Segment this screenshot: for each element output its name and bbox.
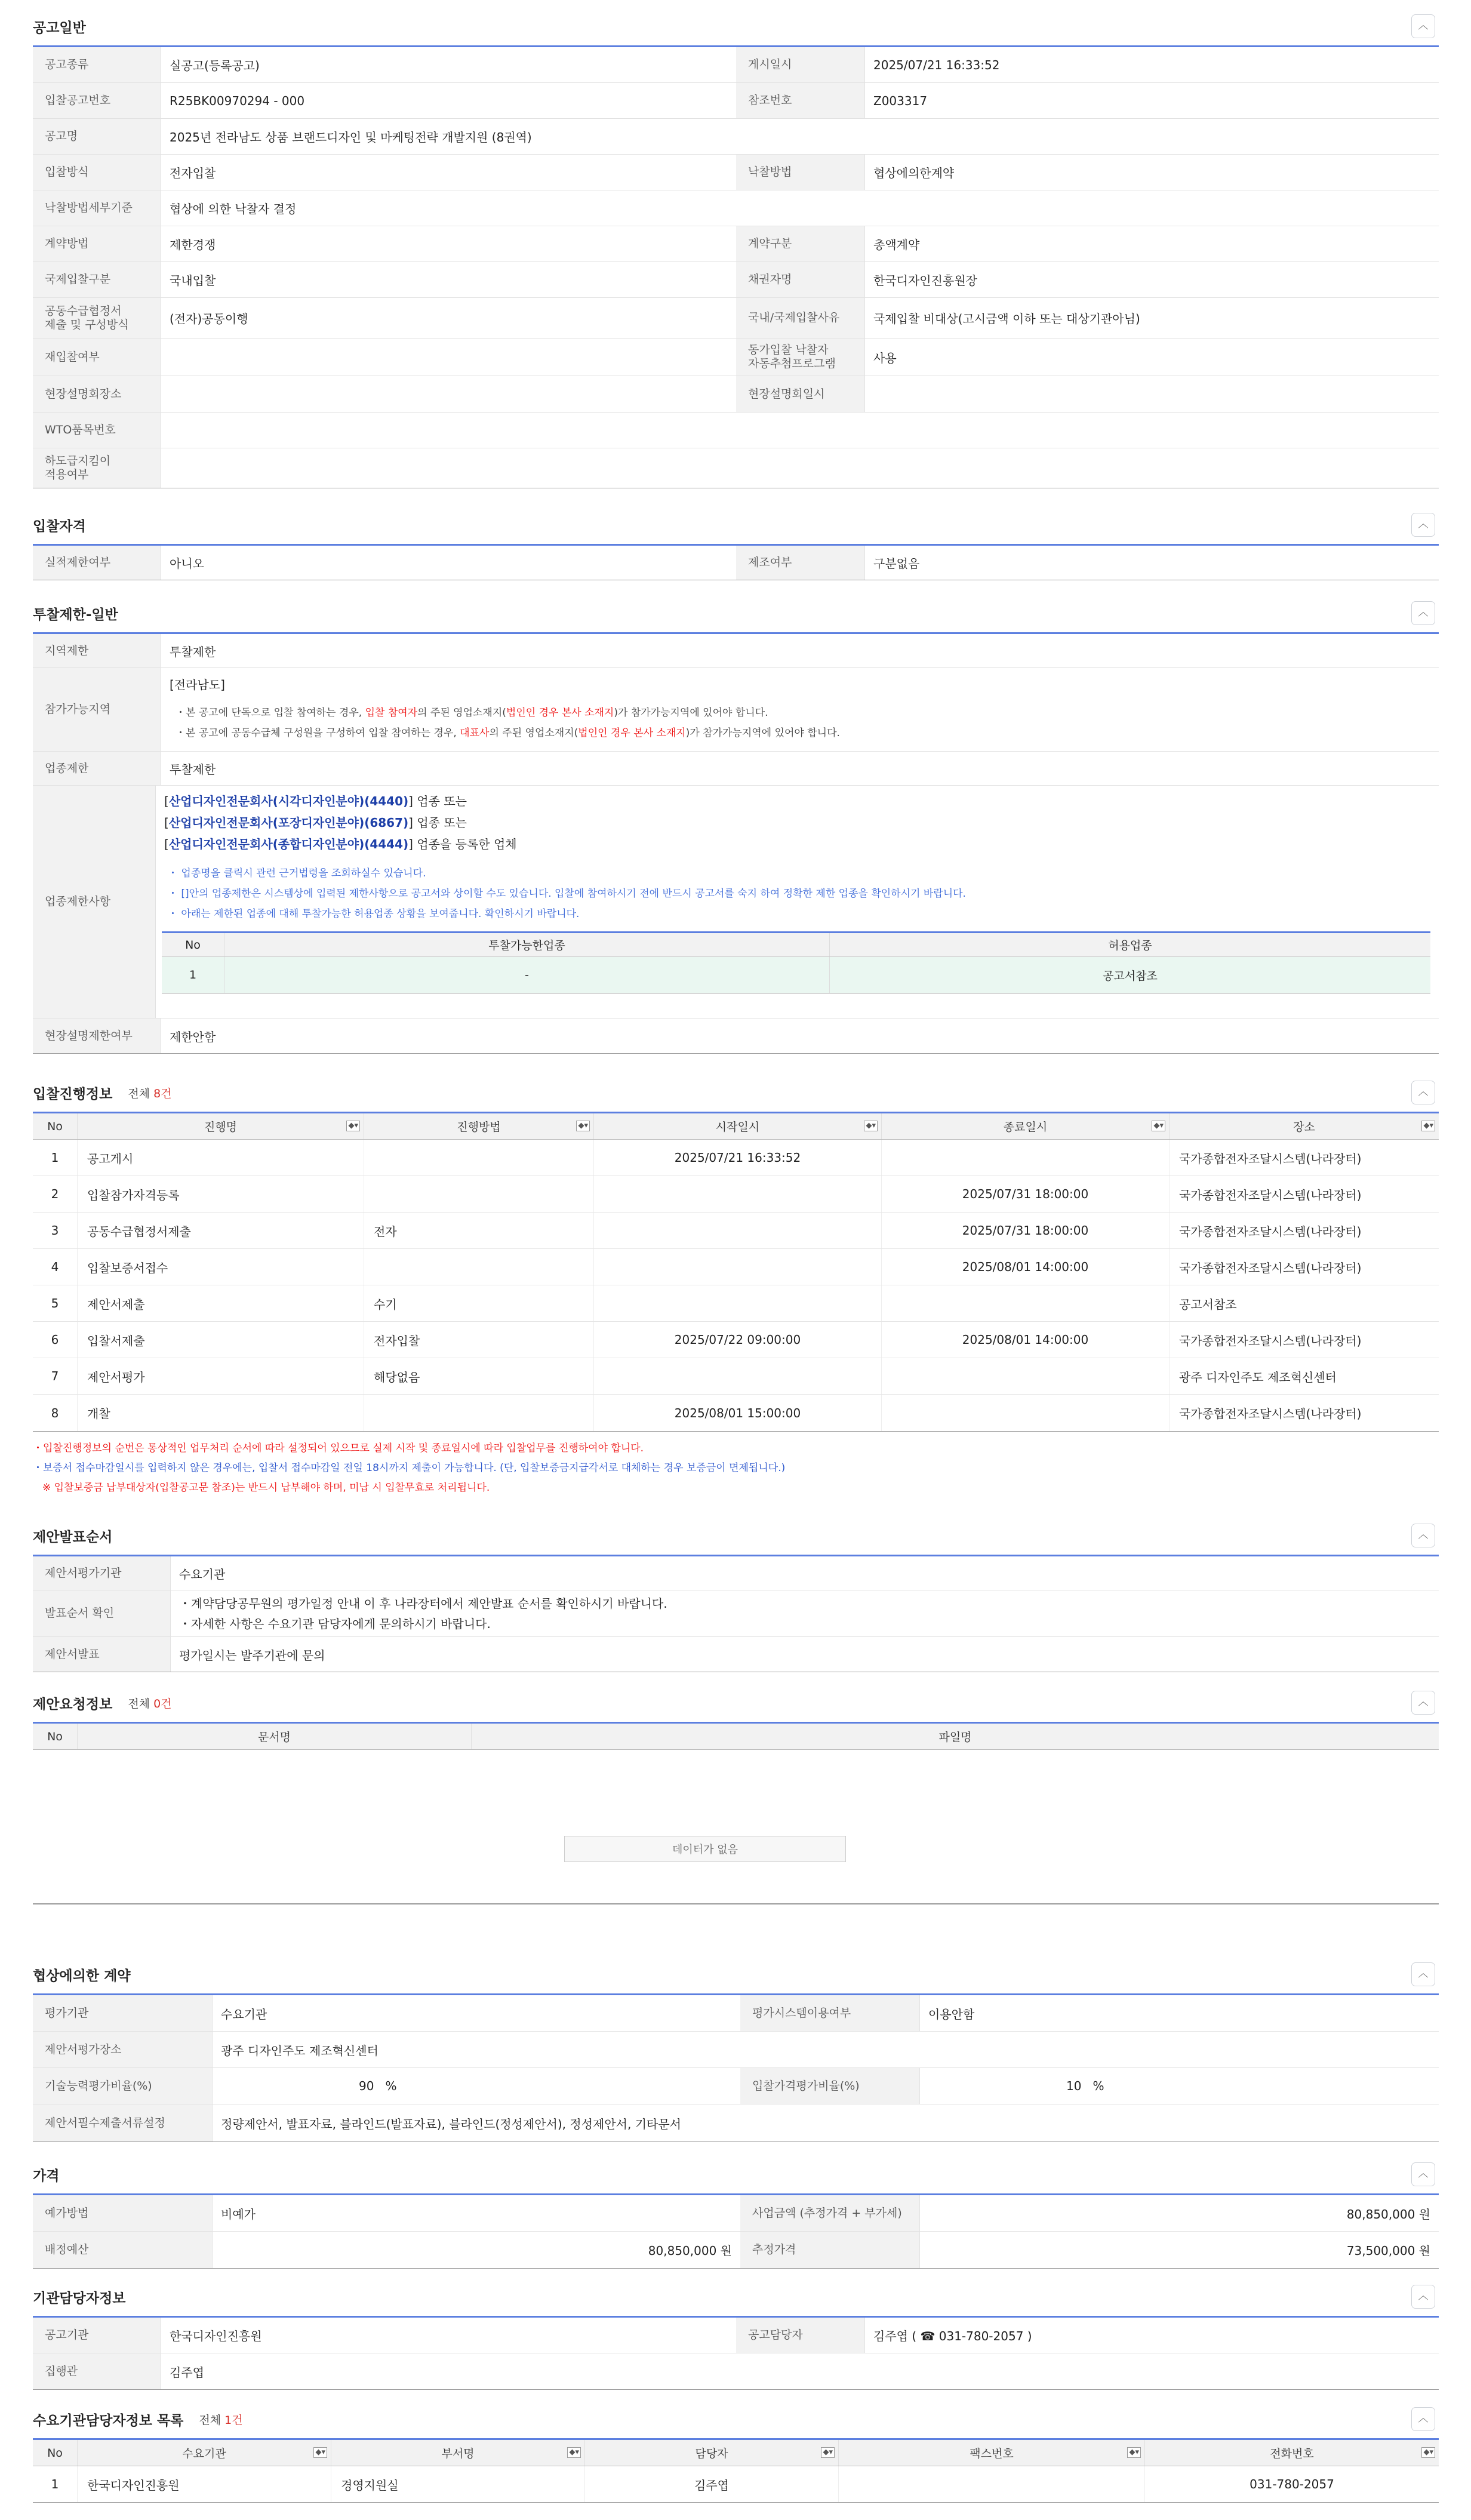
count-label: 전체 [128, 1697, 150, 1710]
collapse-toggle-icon[interactable]: ︿ [1411, 1081, 1435, 1104]
section-title: 기관담당자정보 [33, 2290, 126, 2306]
note-text: ・자세한 사항은 수요기관 담당자에게 문의하시기 바랍니다. [179, 1616, 491, 1631]
note-emphasis: 대표사 [460, 727, 490, 739]
region-note [170, 703, 768, 723]
sort-icon[interactable]: ◆▾ [1421, 2447, 1435, 2458]
table-cell: 입찰서제출 [77, 1322, 364, 1358]
note-emphasis: 법인인 경우 본사 소재지 [578, 727, 686, 739]
sort-icon[interactable]: ◆▾ [346, 1121, 360, 1131]
table-cell [881, 1395, 1169, 1431]
table-cell: 8 [51, 1405, 59, 1420]
note-text: ・본 공고에 공동수급체 구성원을 구성하여 입찰 참여하는 경우, [176, 727, 460, 739]
table-cell: 국가종합전자조달시스템(나라장터) [1169, 1395, 1439, 1431]
sort-icon[interactable]: ◆▾ [821, 2447, 835, 2458]
table-cell: 개찰 [77, 1395, 364, 1431]
industry-link[interactable]: 산업디자인전문회사(포장디자인분야)(6867) [168, 816, 409, 830]
count-label: 전체 [199, 2413, 221, 2427]
column-header[interactable]: 전화번호 ◆▾ [1144, 2440, 1439, 2466]
note-emphasis: 입찰 참여자 [365, 707, 418, 719]
progress-notes [33, 1439, 785, 1498]
collapse-toggle-icon[interactable]: ︿ [1411, 2162, 1435, 2186]
region-note [170, 723, 840, 743]
table-cell [593, 1213, 881, 1248]
demand-agency-table [33, 2438, 1439, 2503]
column-header: No [185, 938, 201, 952]
rebid-value [161, 339, 736, 376]
collapse-toggle-icon[interactable]: ︿ [1411, 601, 1435, 625]
collapse-toggle-icon[interactable]: ︿ [1411, 1691, 1435, 1715]
section-title: 제안발표순서 [33, 1529, 113, 1545]
contract-type-value: 총액계약 [864, 226, 1439, 261]
section-general [33, 7, 1439, 488]
table-cell: 7 [51, 1369, 59, 1383]
industry-line: [산업디자인전문회사(시각디자인분야)(4440)] 업종 또는 [164, 794, 467, 808]
table-cell: 김주엽 [584, 2466, 838, 2502]
table-cell: 제안서제출 [77, 1285, 364, 1321]
section-bid-progress [33, 1073, 1439, 1432]
table-row [33, 1358, 1439, 1395]
briefing-place-value [161, 376, 736, 412]
table-cell [593, 1249, 881, 1285]
section-price [33, 2155, 1439, 2269]
field-label: 현장설명제한여부 [33, 1019, 161, 1053]
estimated-price-value: 73,500,000 원 [919, 2232, 1439, 2268]
tech-ratio [212, 2068, 740, 2104]
field-label: 낙찰방법 [736, 155, 864, 190]
ratio-unit: % [385, 2079, 397, 2093]
sort-icon[interactable]: ◆▾ [576, 1121, 590, 1131]
table-cell: - [224, 957, 829, 993]
eval-place-value: 광주 디자인주도 제조혁신센터 [212, 2032, 1439, 2067]
field-label: 업종제한사항 [33, 786, 155, 1018]
sort-icon[interactable]: ◆▾ [1127, 2447, 1141, 2458]
table-cell: 국가종합전자조달시스템(나라장터) [1169, 1249, 1439, 1285]
bid-method-value: 전자입찰 [161, 155, 736, 190]
table-row [33, 1249, 1439, 1285]
allowed-industry-table [162, 931, 1430, 993]
region-name: [전라남도] [170, 678, 225, 692]
column-header: 투찰가능한업종 [224, 933, 829, 956]
table-cell: 1 [189, 968, 197, 981]
table-cell [881, 1358, 1169, 1394]
table-row [33, 1176, 1439, 1213]
note-text: )가 참가가능지역에 있어야 합니다. [685, 727, 840, 739]
table-cell: 2025/07/31 18:00:00 [881, 1213, 1169, 1248]
field-label: 업종제한 [33, 752, 161, 785]
field-label: 실적제한여부 [33, 546, 161, 580]
collapse-toggle-icon[interactable]: ︿ [1411, 1962, 1435, 1986]
note-emphasis: 법인인 경우 본사 소재지 [506, 707, 614, 719]
table-cell [881, 1285, 1169, 1321]
table-cell: 한국디자인진흥원 [77, 2466, 331, 2502]
industry-suffix: 업종을 등록한 업체 [413, 837, 517, 851]
field-label: 공고기관 [33, 2318, 161, 2353]
count-value: 0건 [153, 1697, 172, 1710]
section-title: 협상에의한 계약 [33, 1968, 131, 1984]
label-line: 자동추첨프로그램 [748, 357, 836, 370]
table-row [33, 2466, 1439, 2502]
section-agency-contact [33, 2278, 1439, 2390]
table-cell [593, 1285, 881, 1321]
project-amount-value: 80,850,000 원 [919, 2195, 1439, 2231]
column-header[interactable]: 종료일시 ◆▾ [881, 1113, 1169, 1139]
field-label: 배정예산 [33, 2232, 212, 2268]
section-title: 입찰진행정보 [33, 1086, 113, 1102]
table-row [33, 1140, 1439, 1176]
count-value: 8건 [153, 1087, 172, 1100]
table-cell: 입찰참가자격등록 [77, 1176, 364, 1212]
table-cell: 2025/08/01 15:00:00 [593, 1395, 881, 1431]
column-header: 파일명 [471, 1724, 1439, 1749]
evaluator-value: 수요기관 [212, 1995, 740, 2031]
collapse-toggle-icon[interactable]: ︿ [1411, 2285, 1435, 2309]
column-header[interactable]: 부서명 ◆▾ [331, 2440, 584, 2466]
table-cell: 입찰보증서접수 [77, 1249, 364, 1285]
table-cell: 6 [51, 1333, 59, 1347]
industry-suffix: 업종 또는 [413, 816, 467, 830]
field-label: 입찰가격평가비율(%) [740, 2068, 919, 2104]
briefing-limit-value: 제한안함 [161, 1019, 1439, 1053]
section-title: 수요기관담당자정보 목록 [33, 2413, 184, 2429]
record-count [128, 1695, 171, 1711]
executor-value: 김주엽 [161, 2353, 1439, 2389]
region-detail [161, 668, 1439, 751]
note-text: ・계약담당공무원의 평가일정 안내 이 후 나라장터에서 제안발표 순서를 확인하시기 바랍니다. [179, 1596, 667, 1611]
table-cell: 2025/07/31 18:00:00 [881, 1176, 1169, 1212]
table-cell [364, 1249, 593, 1285]
table-cell: 1 [51, 2477, 59, 2491]
sort-icon[interactable]: ◆▾ [1421, 1121, 1435, 1131]
award-method-value: 협상에의한계약 [864, 155, 1439, 190]
field-label: 지역제한 [33, 634, 161, 667]
section-title: 제안요청정보 [33, 1696, 113, 1712]
collapse-toggle-icon[interactable]: ︿ [1411, 1524, 1435, 1547]
table-cell: 4 [51, 1260, 59, 1274]
industry-link[interactable]: 산업디자인전문회사(시각디자인분야)(4440) [168, 794, 409, 808]
table-cell: 031-780-2057 [1144, 2466, 1439, 2502]
auto-draw-value: 사용 [864, 339, 1439, 376]
table-cell: 제안서평가 [77, 1358, 364, 1394]
column-header[interactable]: 장소 ◆▾ [1169, 1113, 1439, 1139]
note-text: 의 주된 영업소재지( [489, 727, 578, 739]
field-label: 입찰방식 [33, 155, 161, 190]
label-line: 적용여부 [45, 468, 89, 481]
notice-type-value: 실공고(등록공고) [161, 47, 736, 82]
field-label: 기술능력평가비율(%) [33, 2068, 212, 2104]
table-cell [881, 1140, 1169, 1176]
field-label: 현장설명회일시 [736, 376, 864, 412]
field-label: 재입찰여부 [33, 339, 161, 376]
empty-state-message: 데이터가 없음 [564, 1836, 846, 1862]
notice-number-value: R25BK00970294 - 000 [161, 83, 736, 118]
record-count [128, 1085, 171, 1101]
table-cell [364, 1140, 593, 1176]
field-label: 입찰공고번호 [33, 83, 161, 118]
briefing-datetime-value [864, 376, 1439, 412]
subcontract-guard-value [161, 448, 1439, 488]
column-header: 문서명 [77, 1724, 471, 1749]
column-header: 허용업종 [829, 933, 1430, 956]
industry-guide: ・ []안의 업종제한은 시스템상에 입력된 제한사항으로 공고서와 상이할 수도 있습니다. 입찰에 참여하시기 전에 반드시 공고서를 숙지 하여 정확한 제한 업종을 확인하시기 바랍니다. [168, 888, 966, 900]
table-cell: 국가종합전자조달시스템(나라장터) [1169, 1176, 1439, 1212]
section-qualification [33, 506, 1439, 580]
sort-icon[interactable]: ◆▾ [1152, 1121, 1165, 1131]
column-header[interactable]: 시작일시 ◆▾ [593, 1113, 881, 1139]
table-cell: 공동수급협정서제출 [77, 1213, 364, 1248]
section-title: 공고일반 [33, 20, 86, 36]
industry-suffix: 업종 또는 [413, 794, 467, 808]
table-cell [364, 1176, 593, 1212]
industry-line: [산업디자인전문회사(종합디자인분야)(4444)] 업종을 등록한 업체 [164, 837, 517, 851]
collapse-toggle-icon[interactable]: ︿ [1411, 2407, 1435, 2431]
ratio-unit: % [1093, 2079, 1104, 2093]
contact-person-value: 김주엽 ( ☎ 031-780-2057 ) [864, 2318, 1439, 2353]
column-header: No [47, 1730, 63, 1743]
field-label: 추정가격 [740, 2232, 919, 2268]
section-proposal-request [33, 1684, 1439, 1904]
table-row [33, 1213, 1439, 1249]
table-cell: 2025/08/01 14:00:00 [881, 1322, 1169, 1358]
industry-limit-value: 투찰제한 [161, 752, 1439, 785]
table-cell [593, 1176, 881, 1212]
ratio-value: 90 [359, 2079, 374, 2093]
performance-limit-value: 아니오 [161, 546, 736, 580]
field-label: 평가기관 [33, 1995, 212, 2031]
warning-note: ・입찰진행정보의 순번은 통상적인 업무처리 순서에 따라 설정되어 있으므로 실제 시작 및 종료일시에 따라 입찰업무를 진행하여야 합니다. [33, 1442, 644, 1454]
industry-detail [155, 786, 1439, 1018]
table-row [33, 1395, 1439, 1431]
region-limit-value: 투찰제한 [161, 634, 1439, 667]
eval-system-value: 이용안함 [919, 1995, 1439, 2031]
guide-text: 아래는 제한된 업종에 대해 투찰가능한 허용업종 상황을 보여줍니다. 확인하시기 바랍니다. [181, 908, 580, 920]
field-label: 예가방법 [33, 2195, 212, 2231]
field-label [33, 448, 161, 488]
field-label: 집행관 [33, 2353, 161, 2389]
table-cell: 광주 디자인주도 제조혁신센터 [1169, 1358, 1439, 1394]
section-bid-restriction [33, 594, 1439, 1054]
note-text: 의 주된 영업소재지( [417, 707, 506, 719]
intl-bid-type-value: 국내입찰 [161, 262, 736, 297]
table-cell: 3 [51, 1223, 59, 1238]
field-label: 국내/국제입찰사유 [736, 298, 864, 338]
creditor-name-value: 한국디자인진흥원장 [864, 262, 1439, 297]
table-cell [593, 1358, 881, 1394]
info-note: ・보증서 접수마감일시를 입력하지 않은 경우에는, 입찰서 접수마감일 전일 18시까지 제출이 가능합니다. (단, 입찰보증금지급각서로 대체하는 경우 보증금이 면제됩니다.) [33, 1462, 786, 1474]
field-label: 참조번호 [736, 83, 864, 118]
field-label [33, 298, 161, 338]
posted-datetime-value: 2025/07/21 16:33:52 [864, 47, 1439, 82]
table-row [33, 1322, 1439, 1358]
collapse-toggle-icon[interactable]: ︿ [1411, 513, 1435, 537]
count-label: 전체 [128, 1087, 150, 1100]
field-label: 게시일시 [736, 47, 864, 82]
evaluator-value: 수요기관 [170, 1556, 1439, 1590]
column-header[interactable]: 진행방법 ◆▾ [364, 1113, 593, 1139]
label-line: 제출 및 구성방식 [45, 318, 129, 331]
field-label: 계약구분 [736, 226, 864, 261]
industry-line: [산업디자인전문회사(포장디자인분야)(6867)] 업종 또는 [164, 816, 467, 830]
field-label: WTO품목번호 [33, 413, 161, 448]
presentation-value: 평가일시는 발주기관에 문의 [170, 1637, 1439, 1672]
column-header: No [47, 1119, 63, 1133]
industry-guide: ・ 아래는 제한된 업종에 대해 투찰가능한 허용업종 상황을 보여줍니다. 확인하시기 바랍니다. [168, 908, 580, 920]
section-title: 투찰제한-일반 [33, 607, 118, 623]
column-header[interactable]: 담당자 ◆▾ [584, 2440, 838, 2466]
guide-text: 업종명을 클릭시 관련 근거법령을 조회하실수 있습니다. [181, 867, 426, 879]
table-cell: 해당없음 [364, 1358, 593, 1394]
table-cell: 공고서참조 [1169, 1285, 1439, 1321]
table-cell: 1 [51, 1150, 59, 1165]
column-header[interactable]: 진행명 ◆▾ [77, 1113, 364, 1139]
ratio-value: 10 [1066, 2079, 1082, 2093]
record-count [199, 2411, 242, 2427]
industry-guide: ・ 업종명을 클릭시 관련 근거법령을 조회하실수 있습니다. [168, 867, 426, 879]
field-label: 제조여부 [736, 546, 864, 580]
table-cell: 수기 [364, 1285, 593, 1321]
column-header: No [47, 2446, 63, 2460]
table-cell: 2025/08/01 14:00:00 [881, 1249, 1169, 1285]
sort-icon[interactable]: ◆▾ [567, 2447, 581, 2458]
field-label: 발표순서 확인 [33, 1590, 170, 1636]
price-method-value: 비예가 [212, 2195, 740, 2231]
table-cell: 경영지원실 [331, 2466, 584, 2502]
section-demand-agency-list [33, 2400, 1439, 2503]
budget-value: 80,850,000 원 [212, 2232, 740, 2268]
table-cell: 전자 [364, 1213, 593, 1248]
manufacture-value: 구분없음 [864, 546, 1439, 580]
label-line: 공동수급협정서 [45, 304, 122, 318]
industry-link[interactable]: 산업디자인전문회사(종합디자인분야)(4444) [168, 837, 409, 851]
field-label: 참가가능지역 [33, 668, 161, 751]
joint-supply-value: (전자)공동이행 [161, 298, 736, 338]
wto-item-value [161, 413, 1439, 448]
sort-icon[interactable]: ◆▾ [313, 2447, 327, 2458]
warning-note: ※ 입찰보증금 납부대상자(입찰공고문 참조)는 반드시 납부해야 하며, 미납 시 입찰무효로 처리됩니다. [42, 1482, 490, 1494]
intl-bid-reason-value: 국제입찰 비대상(고시금액 이하 또는 대상기관아님) [864, 298, 1439, 338]
column-header[interactable]: 팩스번호 ◆▾ [838, 2440, 1144, 2466]
table-cell: 국가종합전자조달시스템(나라장터) [1169, 1322, 1439, 1358]
field-label: 채권자명 [736, 262, 864, 297]
field-label: 국제입찰구분 [33, 262, 161, 297]
table-cell: 2 [51, 1187, 59, 1201]
section-title: 가격 [33, 2168, 60, 2184]
count-value: 1건 [224, 2413, 243, 2427]
section-title: 입찰자격 [33, 518, 86, 534]
table-cell: 5 [51, 1296, 59, 1310]
proposal-table [33, 1722, 1439, 1904]
label-line: 동가입찰 낙찰자 [748, 343, 829, 357]
field-label [736, 339, 864, 376]
label-line: 하도급지킴이 [45, 454, 111, 468]
section-presentation-order [33, 1516, 1439, 1672]
general-table [33, 45, 1439, 488]
required-docs-value: 정량제안서, 발표자료, 블라인드(발표자료), 블라인드(정성제안서), 정성제안서, 기타문서 [212, 2104, 1439, 2141]
field-label: 계약방법 [33, 226, 161, 261]
field-label: 공고담당자 [736, 2318, 864, 2353]
table-cell: 2025/07/21 16:33:52 [593, 1140, 881, 1176]
order-notes [170, 1590, 1439, 1636]
field-label: 평가시스템이용여부 [740, 1995, 919, 2031]
table-cell [838, 2466, 1144, 2502]
field-label: 제안서평가장소 [33, 2032, 212, 2067]
table-cell [364, 1395, 593, 1431]
table-cell: 전자입찰 [364, 1322, 593, 1358]
table-cell: 2025/07/22 09:00:00 [593, 1322, 881, 1358]
guide-text: []안의 업종제한은 시스템상에 입력된 제한사항으로 공고서와 상이할 수도 있습니다. 입찰에 참여하시기 전에 반드시 공고서를 숙지 하여 정확한 제한 업종을 확인하시기 바랍니다. [181, 888, 966, 900]
table-row [33, 1285, 1439, 1322]
table-cell: 국가종합전자조달시스템(나라장터) [1169, 1140, 1439, 1176]
field-label: 사업금액 (추정가격 + 부가세) [740, 2195, 919, 2231]
progress-table [33, 1112, 1439, 1432]
column-header[interactable]: 수요기관 ◆▾ [77, 2440, 331, 2466]
table-cell: 공고게시 [77, 1140, 364, 1176]
field-label: 공고종류 [33, 47, 161, 82]
note-text: )가 참가가능지역에 있어야 합니다. [614, 707, 768, 719]
notice-title-value: 2025년 전라남도 상품 브랜드디자인 및 마케팅전략 개발지원 (8권역) [161, 119, 1439, 154]
field-label: 제안서발표 [33, 1637, 170, 1672]
field-label: 현장설명회장소 [33, 376, 161, 412]
reference-number-value: Z003317 [864, 83, 1439, 118]
contract-method-value: 제한경쟁 [161, 226, 736, 261]
table-cell: 국가종합전자조달시스템(나라장터) [1169, 1213, 1439, 1248]
table-cell: 공고서참조 [829, 957, 1430, 993]
field-label: 낙찰방법세부기준 [33, 190, 161, 226]
section-negotiated-contract [33, 1955, 1439, 2142]
collapse-toggle-icon[interactable]: ︿ [1411, 14, 1435, 38]
agency-value: 한국디자인진흥원 [161, 2318, 736, 2353]
price-ratio [919, 2068, 1439, 2104]
field-label: 공고명 [33, 119, 161, 154]
field-label: 제안서필수제출서류설정 [33, 2104, 212, 2141]
award-criteria-value: 협상에 의한 낙찰자 결정 [161, 190, 1439, 226]
note-text: ・본 공고에 단독으로 입찰 참여하는 경우, [176, 707, 365, 719]
sort-icon[interactable]: ◆▾ [864, 1121, 878, 1131]
field-label: 제안서평가기관 [33, 1556, 170, 1590]
